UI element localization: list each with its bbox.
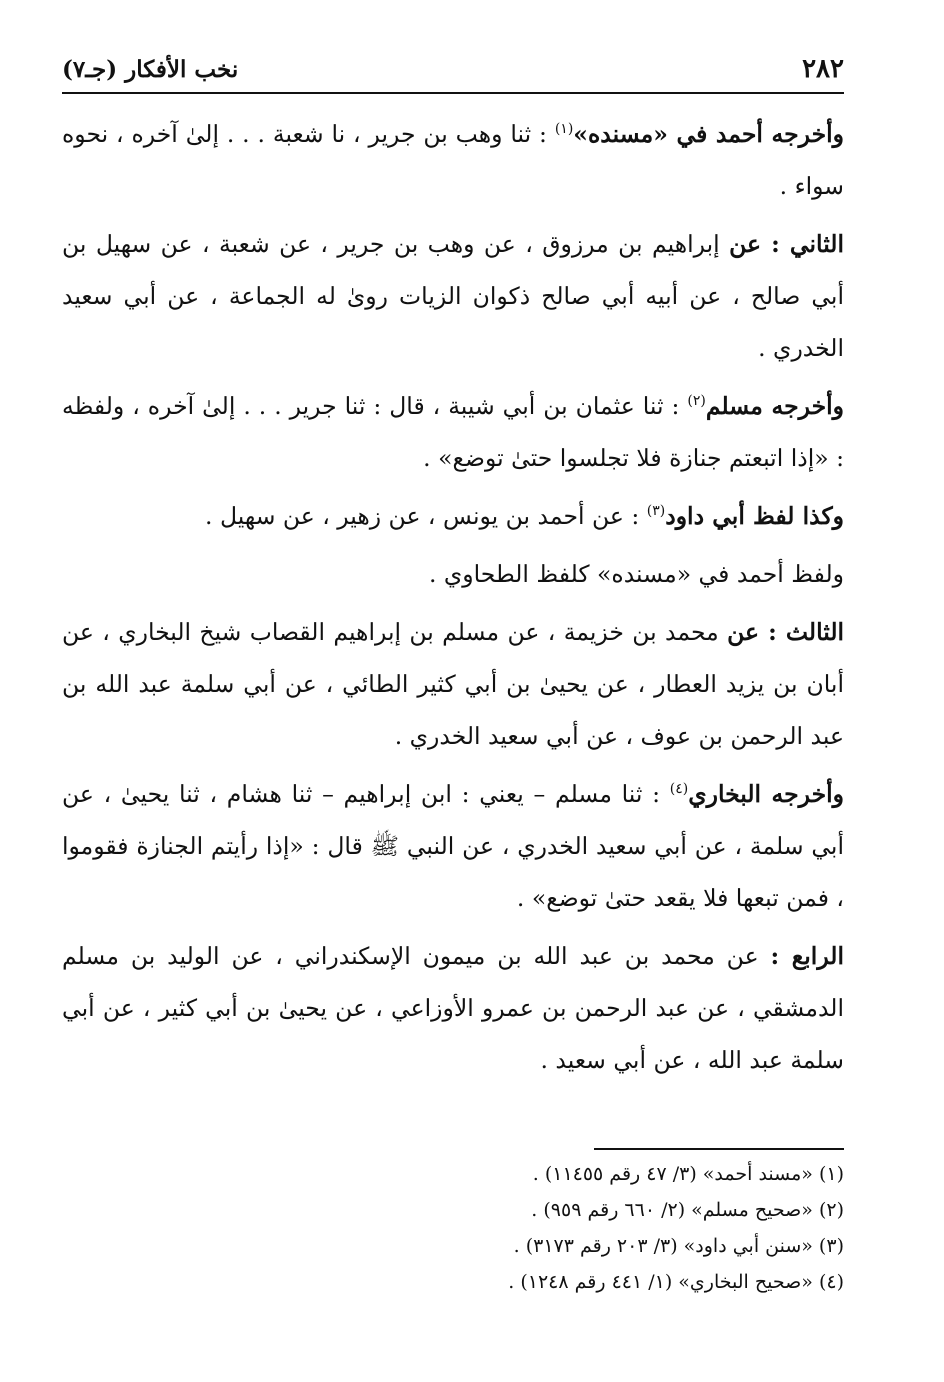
paragraph [62, 606, 844, 762]
footnote-ref: (٣) [646, 503, 666, 520]
footnote-ref: (٢) [687, 393, 706, 410]
paragraph-lead: وأخرجه البخاري [688, 780, 844, 808]
paragraph-lead: الرابع : [770, 942, 844, 970]
paragraph [62, 490, 844, 542]
body-text [62, 108, 844, 1086]
paragraph [62, 930, 844, 1086]
book-page [62, 50, 845, 1293]
page-header [62, 50, 844, 94]
paragraph-text: : ثنا مسلم – يعني : ابن إبراهيم – ثنا هشام ، ثنا يحيىٰ ، عن أبي سلمة ، عن أبي سعيد الخدري ، عن النبي ﷺ قال : «إذا رأيتم الجنازة فقوموا ، فمن تبعها فلا يقعد حتىٰ توضع» . [62, 780, 844, 912]
paragraph [62, 380, 844, 484]
paragraph [62, 768, 844, 924]
page-number: ٢٨٢ [802, 54, 844, 84]
paragraph-text: : عن أحمد بن يونس ، عن زهير ، عن سهيل . [205, 502, 647, 530]
paragraph [62, 218, 844, 374]
footnote: (١) «مسند أحمد» (٣/ ٤٧ رقم ١١٤٥٥) . [532, 1163, 844, 1185]
paragraph [62, 548, 844, 600]
paragraph-lead: وكذا لفظ أبي داود [665, 502, 844, 530]
paragraph-text: : ثنا وهب بن جرير ، نا شعبة . . . إلىٰ آخره ، نحوه سواء . [62, 120, 844, 200]
footnote: (٤) «صحيح البخاري» (١/ ٤٤١ رقم ١٢٤٨) . [508, 1271, 844, 1293]
running-title: نخب الأفكار (جـ٧) [62, 56, 239, 83]
footnote-ref: (٤) [669, 781, 689, 798]
footnote-ref: (١) [554, 121, 574, 138]
footnotes [62, 1148, 844, 1300]
footnote: (٢) «صحيح مسلم» (٢/ ٦٦٠ رقم ٩٥٩) . [531, 1199, 844, 1221]
paragraph-text: إبراهيم بن مرزوق ، عن وهب بن جرير ، عن شعبة ، عن سهيل بن أبي صالح ، عن أبيه أبي صالح ذكوان الزيات روىٰ له الجماعة ، عن أبي سعيد الخدري . [62, 230, 844, 362]
footnote-divider [594, 1148, 844, 1150]
footnote: (٣) «سنن أبي داود» (٣/ ٢٠٣ رقم ٣١٧٣) . [513, 1235, 844, 1257]
paragraph-lead: وأخرجه أحمد في «مسنده» [573, 120, 844, 148]
paragraph-text: محمد بن خزيمة ، عن مسلم بن إبراهيم القصاب شيخ البخاري ، عن أبان بن يزيد العطار ، عن يحيىٰ بن أبي كثير الطائي ، عن أبي سلمة عبد الله بن عبد الرحمن بن عوف ، عن أبي سعيد الخدري . [62, 618, 844, 750]
paragraph-lead: الثاني : عن [729, 230, 844, 258]
paragraph-text: : ثنا عثمان بن أبي شيبة ، قال : ثنا جرير . . . إلىٰ آخره ، ولفظه : «إذا اتبعتم جنازة فلا تجلسوا حتىٰ توضع» . [62, 392, 844, 472]
paragraph-lead: وأخرجه مسلم [705, 392, 844, 420]
paragraph-text: ولفظ أحمد في «مسنده» كلفظ الطحاوي . [428, 560, 844, 588]
paragraph-lead: الثالث : عن [727, 618, 845, 646]
paragraph [62, 108, 844, 212]
paragraph-text: عن محمد بن عبد الله بن ميمون الإسكندراني ، عن الوليد بن مسلم الدمشقي ، عن عبد الرحمن بن عمرو الأوزاعي ، عن يحيىٰ بن أبي كثير ، عن أبي سلمة عبد الله ، عن أبي سعيد . [62, 942, 844, 1074]
